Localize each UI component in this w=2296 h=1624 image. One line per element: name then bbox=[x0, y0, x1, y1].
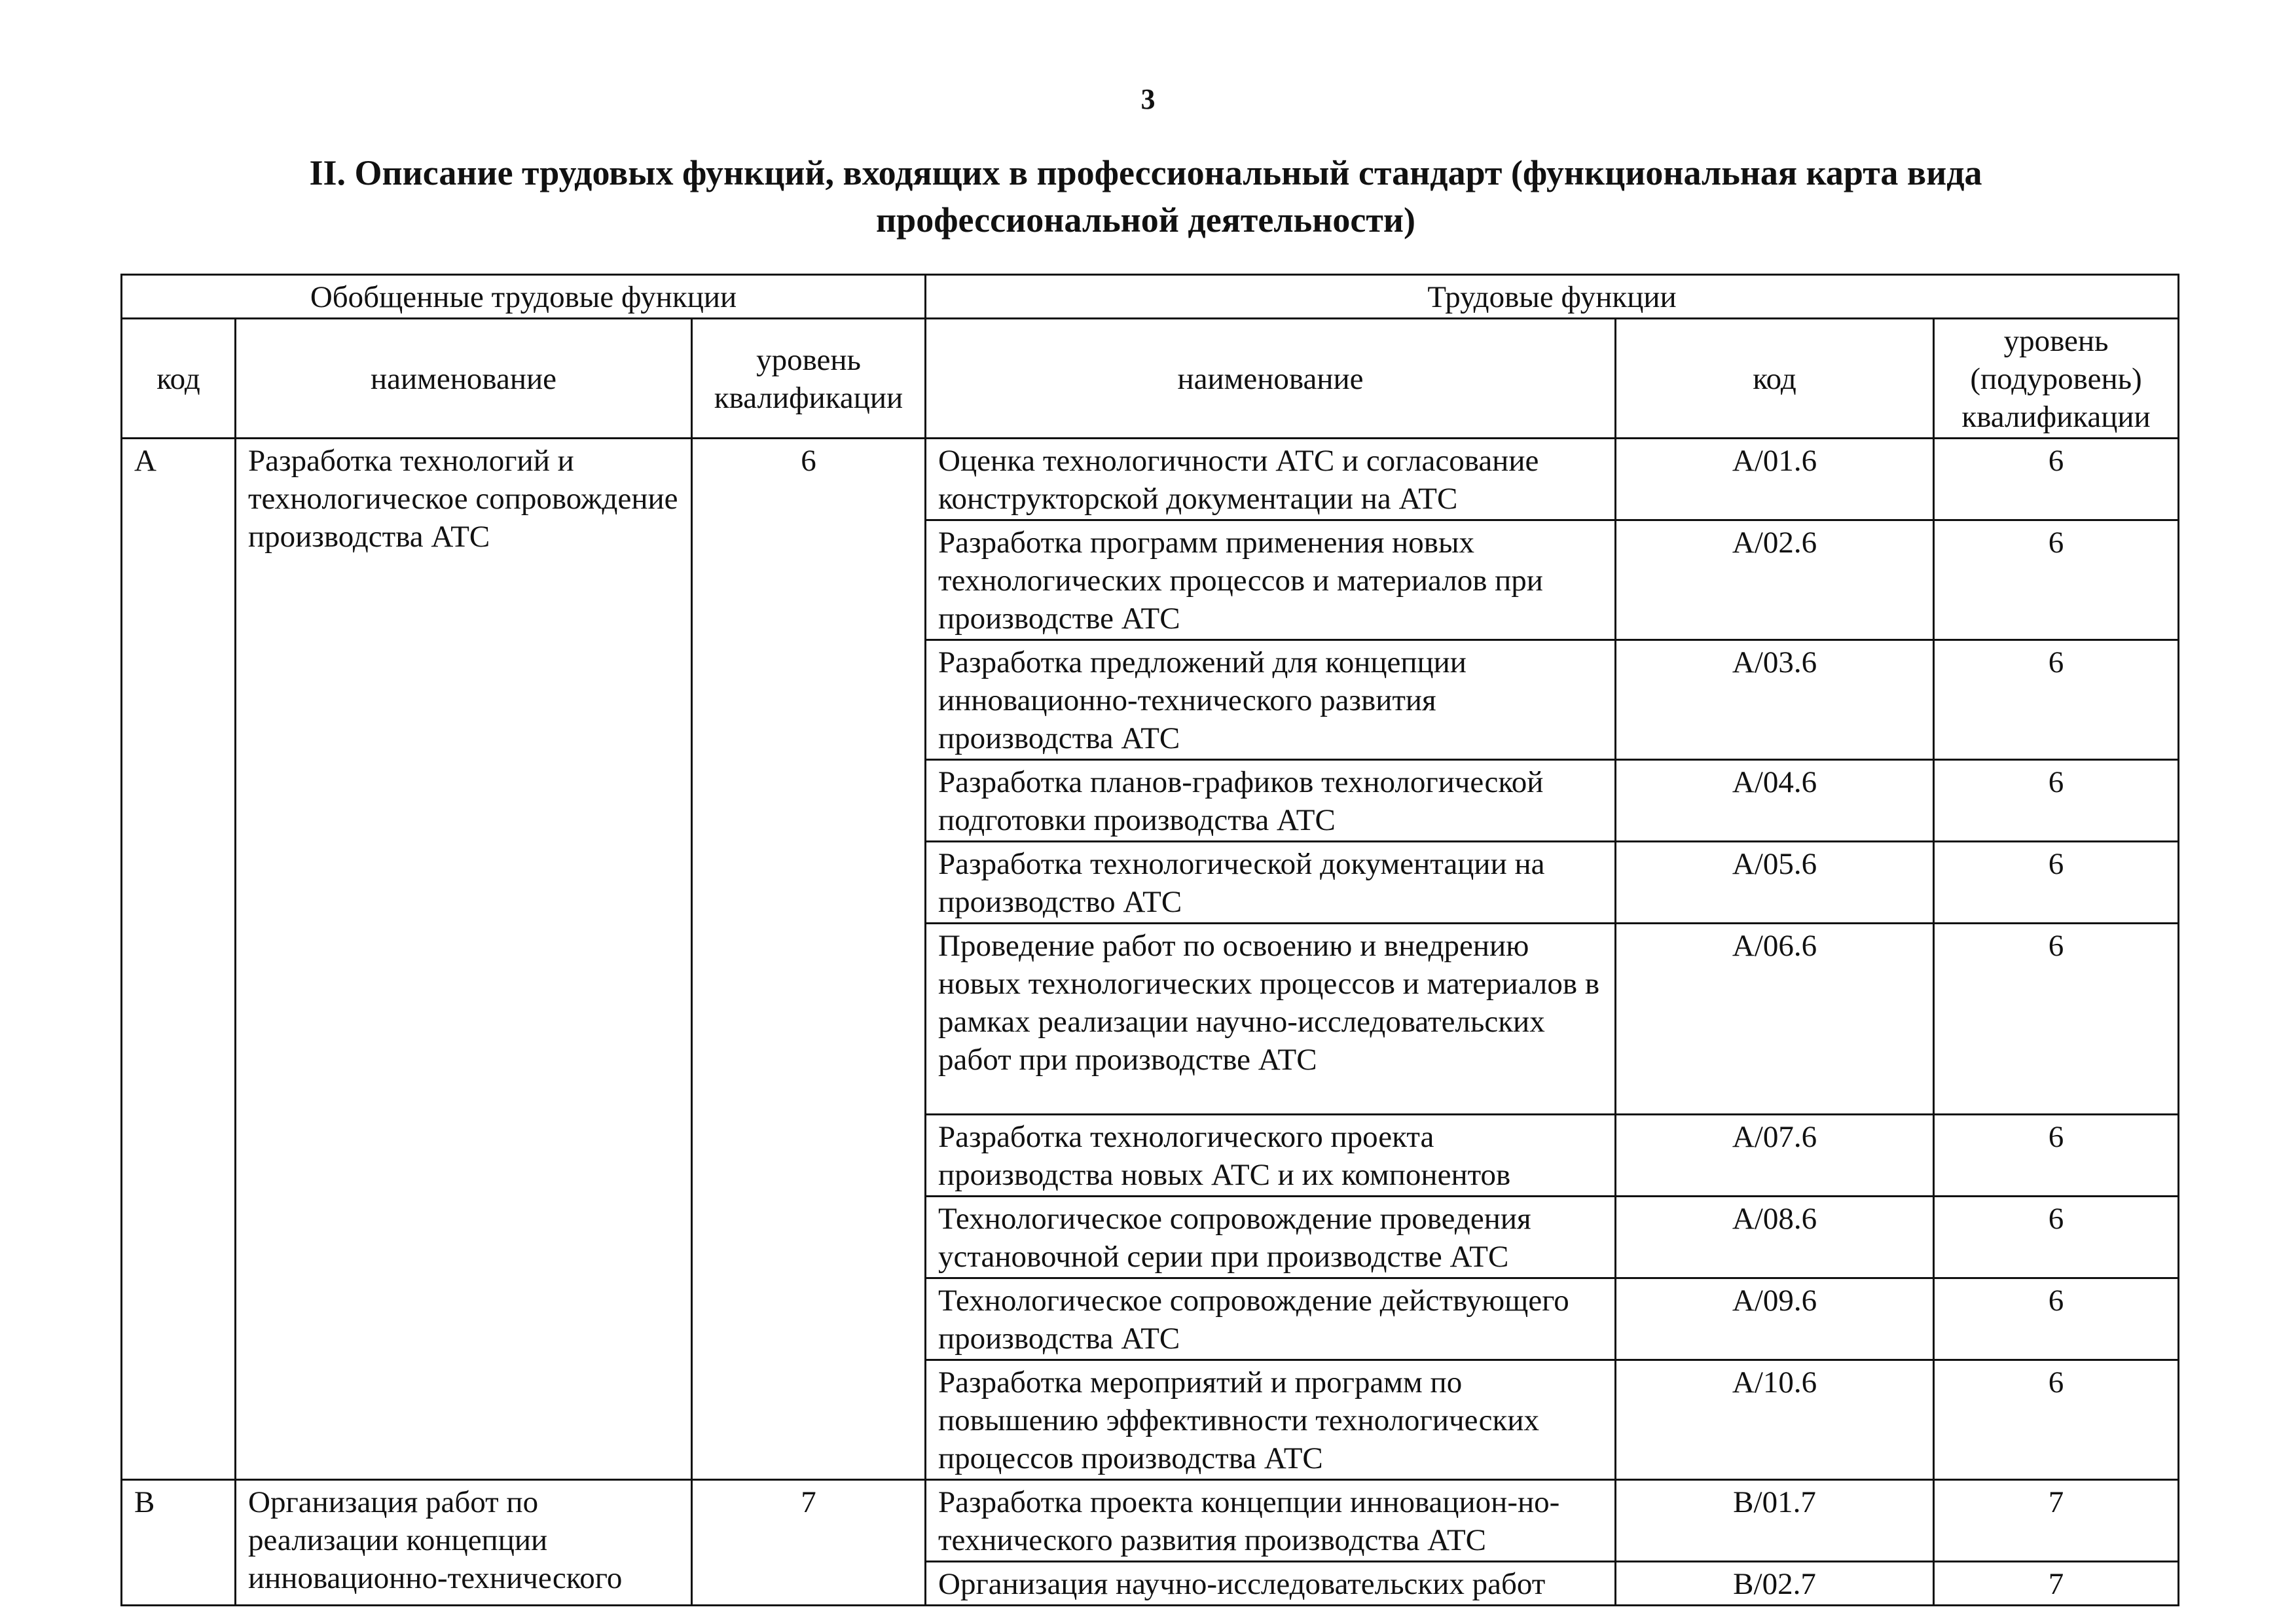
labor-function-name: Технологическое сопровождение проведения установочной серии при производстве АТС bbox=[926, 1197, 1616, 1278]
header-tf-name: наименование bbox=[926, 319, 1616, 439]
labor-function-name: Оценка технологичности АТС и согласование конструкторской документации на АТС bbox=[926, 439, 1616, 520]
gen-function-name: Организация работ по реализации концепции инновационно-технического bbox=[236, 1480, 692, 1606]
labor-function-name: Разработка технологической документации на производство АТС bbox=[926, 842, 1616, 924]
labor-function-code: A/06.6 bbox=[1616, 924, 1934, 1115]
page-title-line-2: профессиональной деятельности) bbox=[876, 200, 1415, 240]
labor-function-level: 6 bbox=[1934, 1115, 2179, 1197]
group-header-generalized: Обобщенные трудовые функции bbox=[122, 275, 926, 319]
labor-function-name: Проведение работ по освоению и внедрению новых технологических процессов и материалов в рамках реализации научно-исследовательских работ при производстве АТС bbox=[926, 924, 1616, 1115]
labor-function-code: A/04.6 bbox=[1616, 760, 1934, 842]
gen-function-code: B bbox=[122, 1480, 236, 1606]
labor-function-name: Разработка программ применения новых технологических процессов и материалов при производстве АТС bbox=[926, 520, 1616, 640]
labor-function-level: 6 bbox=[1934, 1197, 2179, 1278]
labor-function-code: B/02.7 bbox=[1616, 1562, 1934, 1606]
gen-function-level: 7 bbox=[692, 1480, 926, 1606]
gen-function-code: A bbox=[122, 439, 236, 1480]
labor-function-code: A/09.6 bbox=[1616, 1278, 1934, 1360]
table-row bbox=[122, 439, 2179, 520]
header-gen-level: уровень квалификации bbox=[692, 319, 926, 439]
labor-function-code: A/05.6 bbox=[1616, 842, 1934, 924]
labor-function-level: 6 bbox=[1934, 1360, 2179, 1480]
functional-map-table bbox=[120, 274, 2179, 1606]
labor-function-code: B/01.7 bbox=[1616, 1480, 1934, 1562]
labor-function-level: 7 bbox=[1934, 1562, 2179, 1606]
page-number: 3 bbox=[1140, 83, 1156, 115]
header-gen-name: наименование bbox=[236, 319, 692, 439]
labor-function-level: 6 bbox=[1934, 520, 2179, 640]
labor-function-level: 7 bbox=[1934, 1480, 2179, 1562]
labor-function-level: 6 bbox=[1934, 924, 2179, 1115]
labor-function-code: A/08.6 bbox=[1616, 1197, 1934, 1278]
header-tf-level: уровень (подуровень) квалификации bbox=[1934, 319, 2179, 439]
group-header-labor: Трудовые функции bbox=[926, 275, 2179, 319]
labor-function-name: Технологическое сопровождение действующего производства АТС bbox=[926, 1278, 1616, 1360]
header-tf-code: код bbox=[1616, 319, 1934, 439]
gen-function-name: Разработка технологий и технологическое сопровождение производства АТС bbox=[236, 439, 692, 1480]
labor-function-level: 6 bbox=[1934, 439, 2179, 520]
labor-function-name: Разработка технологического проекта производства новых АТС и их компонентов bbox=[926, 1115, 1616, 1197]
labor-function-level: 6 bbox=[1934, 760, 2179, 842]
column-header-row bbox=[122, 319, 2179, 439]
table-body bbox=[122, 439, 2179, 1606]
labor-function-name: Разработка проекта концепции инновацион-но-технического развития производства АТС bbox=[926, 1480, 1616, 1562]
labor-function-code: A/02.6 bbox=[1616, 520, 1934, 640]
header-gen-code: код bbox=[122, 319, 236, 439]
labor-function-code: A/03.6 bbox=[1616, 640, 1934, 760]
labor-function-level: 6 bbox=[1934, 640, 2179, 760]
labor-function-code: A/10.6 bbox=[1616, 1360, 1934, 1480]
labor-function-name: Организация научно-исследовательских работ bbox=[926, 1562, 1616, 1606]
labor-function-name: Разработка планов-графиков технологической подготовки производства АТС bbox=[926, 760, 1616, 842]
labor-function-level: 6 bbox=[1934, 1278, 2179, 1360]
labor-function-name: Разработка мероприятий и программ по повышению эффективности технологических процессов производства АТС bbox=[926, 1360, 1616, 1480]
labor-function-level: 6 bbox=[1934, 842, 2179, 924]
labor-function-name: Разработка предложений для концепции инновационно-технического развития производства АТС bbox=[926, 640, 1616, 760]
gen-function-level: 6 bbox=[692, 439, 926, 1480]
page-title-line-1: II. Описание трудовых функций, входящих в профессиональный стандарт (функциональная карта вида bbox=[309, 153, 1982, 192]
page-title bbox=[164, 149, 2128, 244]
group-header-row bbox=[122, 275, 2179, 319]
labor-function-code: A/01.6 bbox=[1616, 439, 1934, 520]
table-row bbox=[122, 1480, 2179, 1562]
labor-function-code: A/07.6 bbox=[1616, 1115, 1934, 1197]
